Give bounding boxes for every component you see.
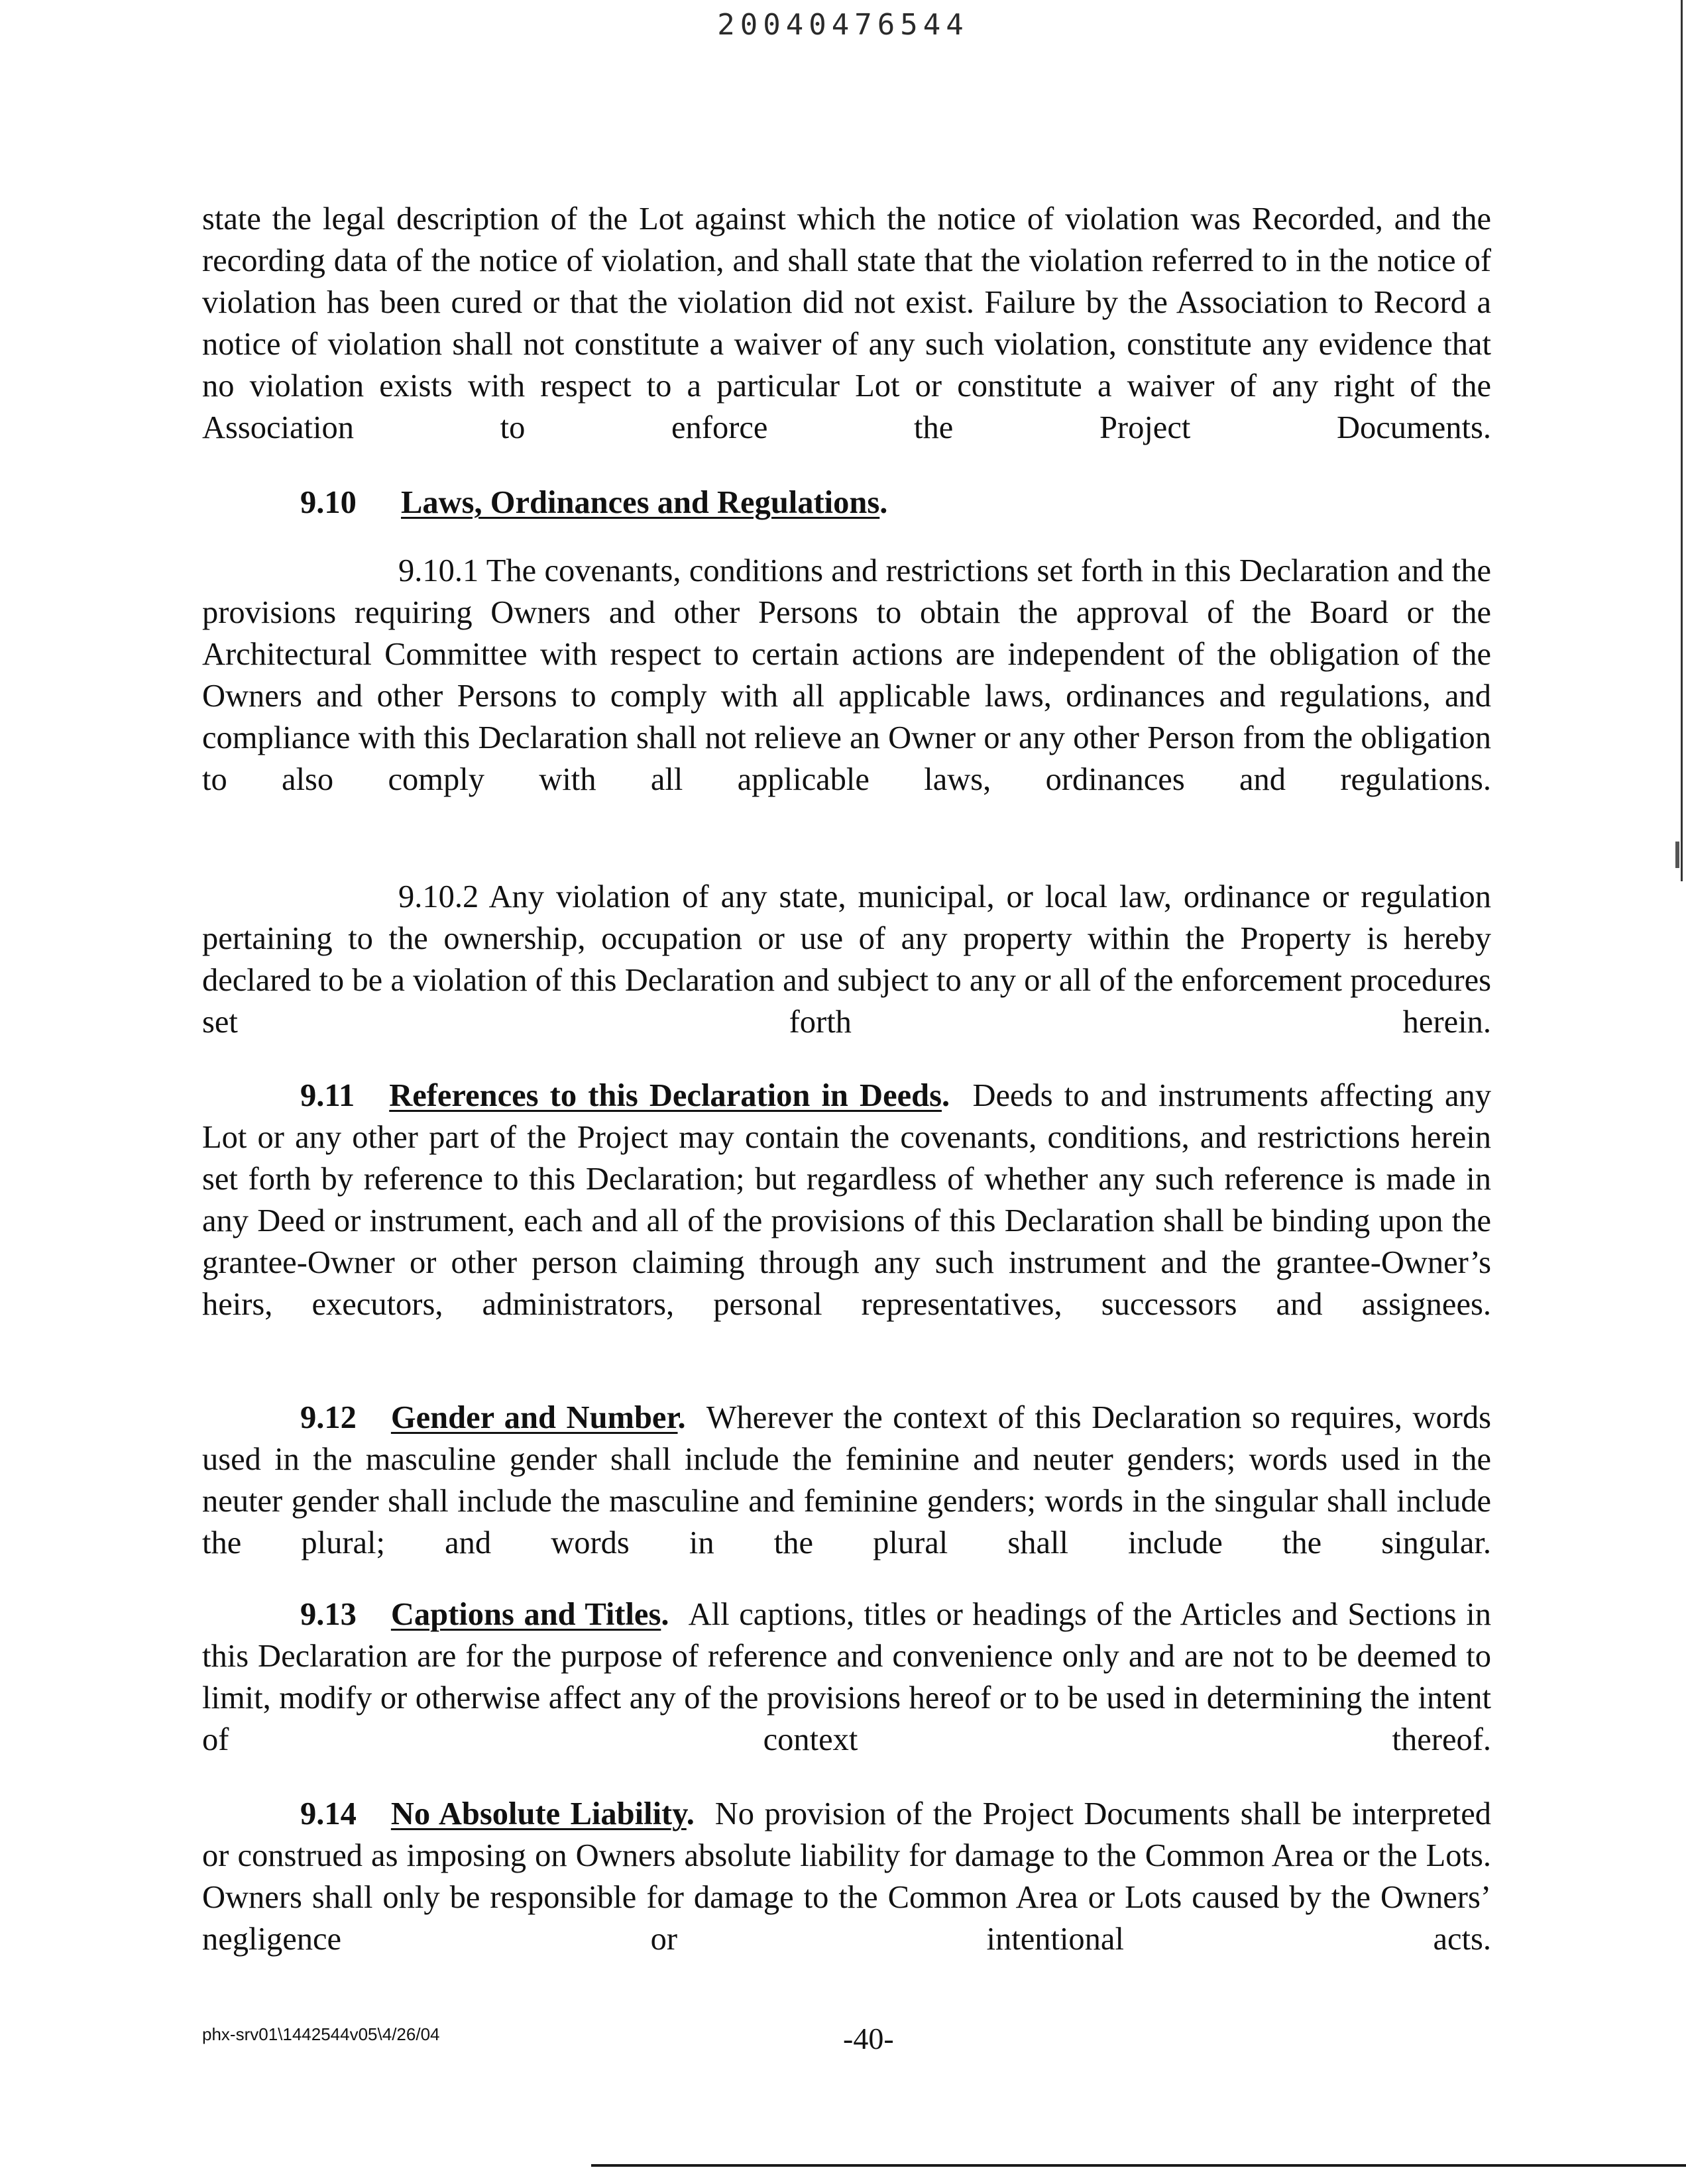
section-number: 9.11	[300, 1078, 355, 1113]
section-number: 9.13	[300, 1597, 357, 1632]
section-body: Wherever the context of this Declaration so requires, words used in the masculine gender shall include the feminine and neuter genders; words used in the neuter gender shall include the masculine and feminine genders; words in the singular shall include the plural; and words in the plural shall include the singular.	[202, 1400, 1492, 1560]
bottom-rule	[591, 2164, 1686, 2167]
section-9-10-1-paragraph: 9.10.1 The covenants, conditions and restrictions set forth in this Declaration and the provisions requiring Owners and other Persons to obtain the approval of the Board or the Architectural Committee with respect to certain actions are independent of the obligation of the Owners and other Persons to comply with all applicable laws, ordinances and regulations, and compliance with this Declaration shall not relieve an Owner or any other Person from the obligation to also comply with all applicable laws, ordinances and regulations.	[202, 553, 1491, 797]
section-title: References to this Declaration in Deeds	[389, 1078, 942, 1113]
footer-document-id: phx-srv01\1442544v05\4/26/04	[202, 2024, 440, 2044]
section-9-11-paragraph: 9.11 References to this Declaration in Deeds. Deeds to and instruments affecting any Lot or any other part of the Project may contain the covenants, conditions, and restrictions herein set forth by reference to this Declaration; but regardless of whether any such reference is made in any Deed or instrument, each and all of the provisions of this Declaration shall be binding upon the grantee-Owner or other person claiming through any such instrument and the grantee-Owner’s heirs, executors, administrators, personal representatives, successors and assignees.	[202, 1078, 1491, 1322]
section-9-10-2-paragraph: 9.10.2 Any violation of any state, municipal, or local law, ordinance or regulation pertaining to the ownership, occupation or use of any property within the Property is hereby declared to be a violation of this Declaration and subject to any or all of the enforcement procedures set forth herein.	[202, 879, 1491, 1040]
section-number: 9.10	[300, 485, 357, 520]
page-number: -40-	[843, 2022, 894, 2055]
section-number: 9.12	[300, 1400, 357, 1435]
section-9-12-paragraph: 9.12 Gender and Number. Wherever the context of this Declaration so requires, words used in the masculine gender shall include the feminine and neuter genders; words used in the neuter gender shall include the masculine and feminine genders; words in the singular shall include the plural; and words in the plural shall include the singular.	[202, 1400, 1492, 1560]
section-title: Captions and Titles	[390, 1597, 661, 1632]
section-title: Laws, Ordinances and Regulations	[401, 485, 880, 520]
section-body: Deeds to and instruments affecting any Lot or any other part of the Project may contain the covenants, conditions, and restrictions herein set forth by reference to this Declaration; but regardless of whether any such reference is made in any Deed or instrument, each and all of the provisions of this Declaration shall be binding upon the grantee-Owner or other person claiming through any such instrument and the grantee-Owner’s heirs, executors, administrators, personal representatives, successors and assignees.	[202, 1078, 1491, 1322]
continuation-paragraph: state the legal description of the Lot against which the notice of violation was Recorded, and the recording data of the notice of violation, and shall state that the violation referred to in the notice of violation has been cured or that the violation did not exist. Failure by the Association to Record a notice of violation shall not constitute a waiver of any such violation, constitute any evidence that no violation exists with respect to a particular Lot or constitute a waiver of any right of the Association to enforce the Project Documents.	[202, 201, 1491, 445]
section-number: 9.14	[300, 1796, 357, 1831]
section-9-13-paragraph: 9.13 Captions and Titles. All captions, titles or headings of the Articles and Sections in this Declaration are for the purpose of reference and convenience only and are not to be deemed to limit, modify or otherwise affect any of the provisions hereof or to be used in determining the intent of context thereof.	[202, 1597, 1491, 1757]
section-9-14-paragraph: 9.14 No Absolute Liability. No provision of the Project Documents shall be interpreted or construed as imposing on Owners absolute liability for damage to the Common Area or the Lots. Owners shall only be responsible for damage to the Common Area or Lots caused by the Owners’ negligence or intentional acts.	[202, 1796, 1492, 1957]
section-body: No provision of the Project Documents shall be interpreted or construed as imposing on Owners absolute liability for damage to the Common Area or the Lots. Owners shall only be responsible for damage to the Common Area or Lots caused by the Owners’ negligence or intentional acts.	[202, 1796, 1492, 1957]
document-number: 20040476544	[717, 8, 969, 42]
scan-edge-line	[1681, 0, 1683, 881]
section-title: No Absolute Liability	[390, 1796, 687, 1831]
section-9-10-heading: 9.10 Laws, Ordinances and Regulations.	[300, 482, 887, 523]
section-title: Gender and Number	[390, 1400, 678, 1435]
scan-edge-mark	[1675, 842, 1679, 868]
section-body: All captions, titles or headings of the Articles and Sections in this Declaration are for the purpose of reference and convenience only and are not to be deemed to limit, modify or otherwise affect any of the provisions hereof or to be used in determining the intent of context thereof.	[202, 1597, 1491, 1757]
